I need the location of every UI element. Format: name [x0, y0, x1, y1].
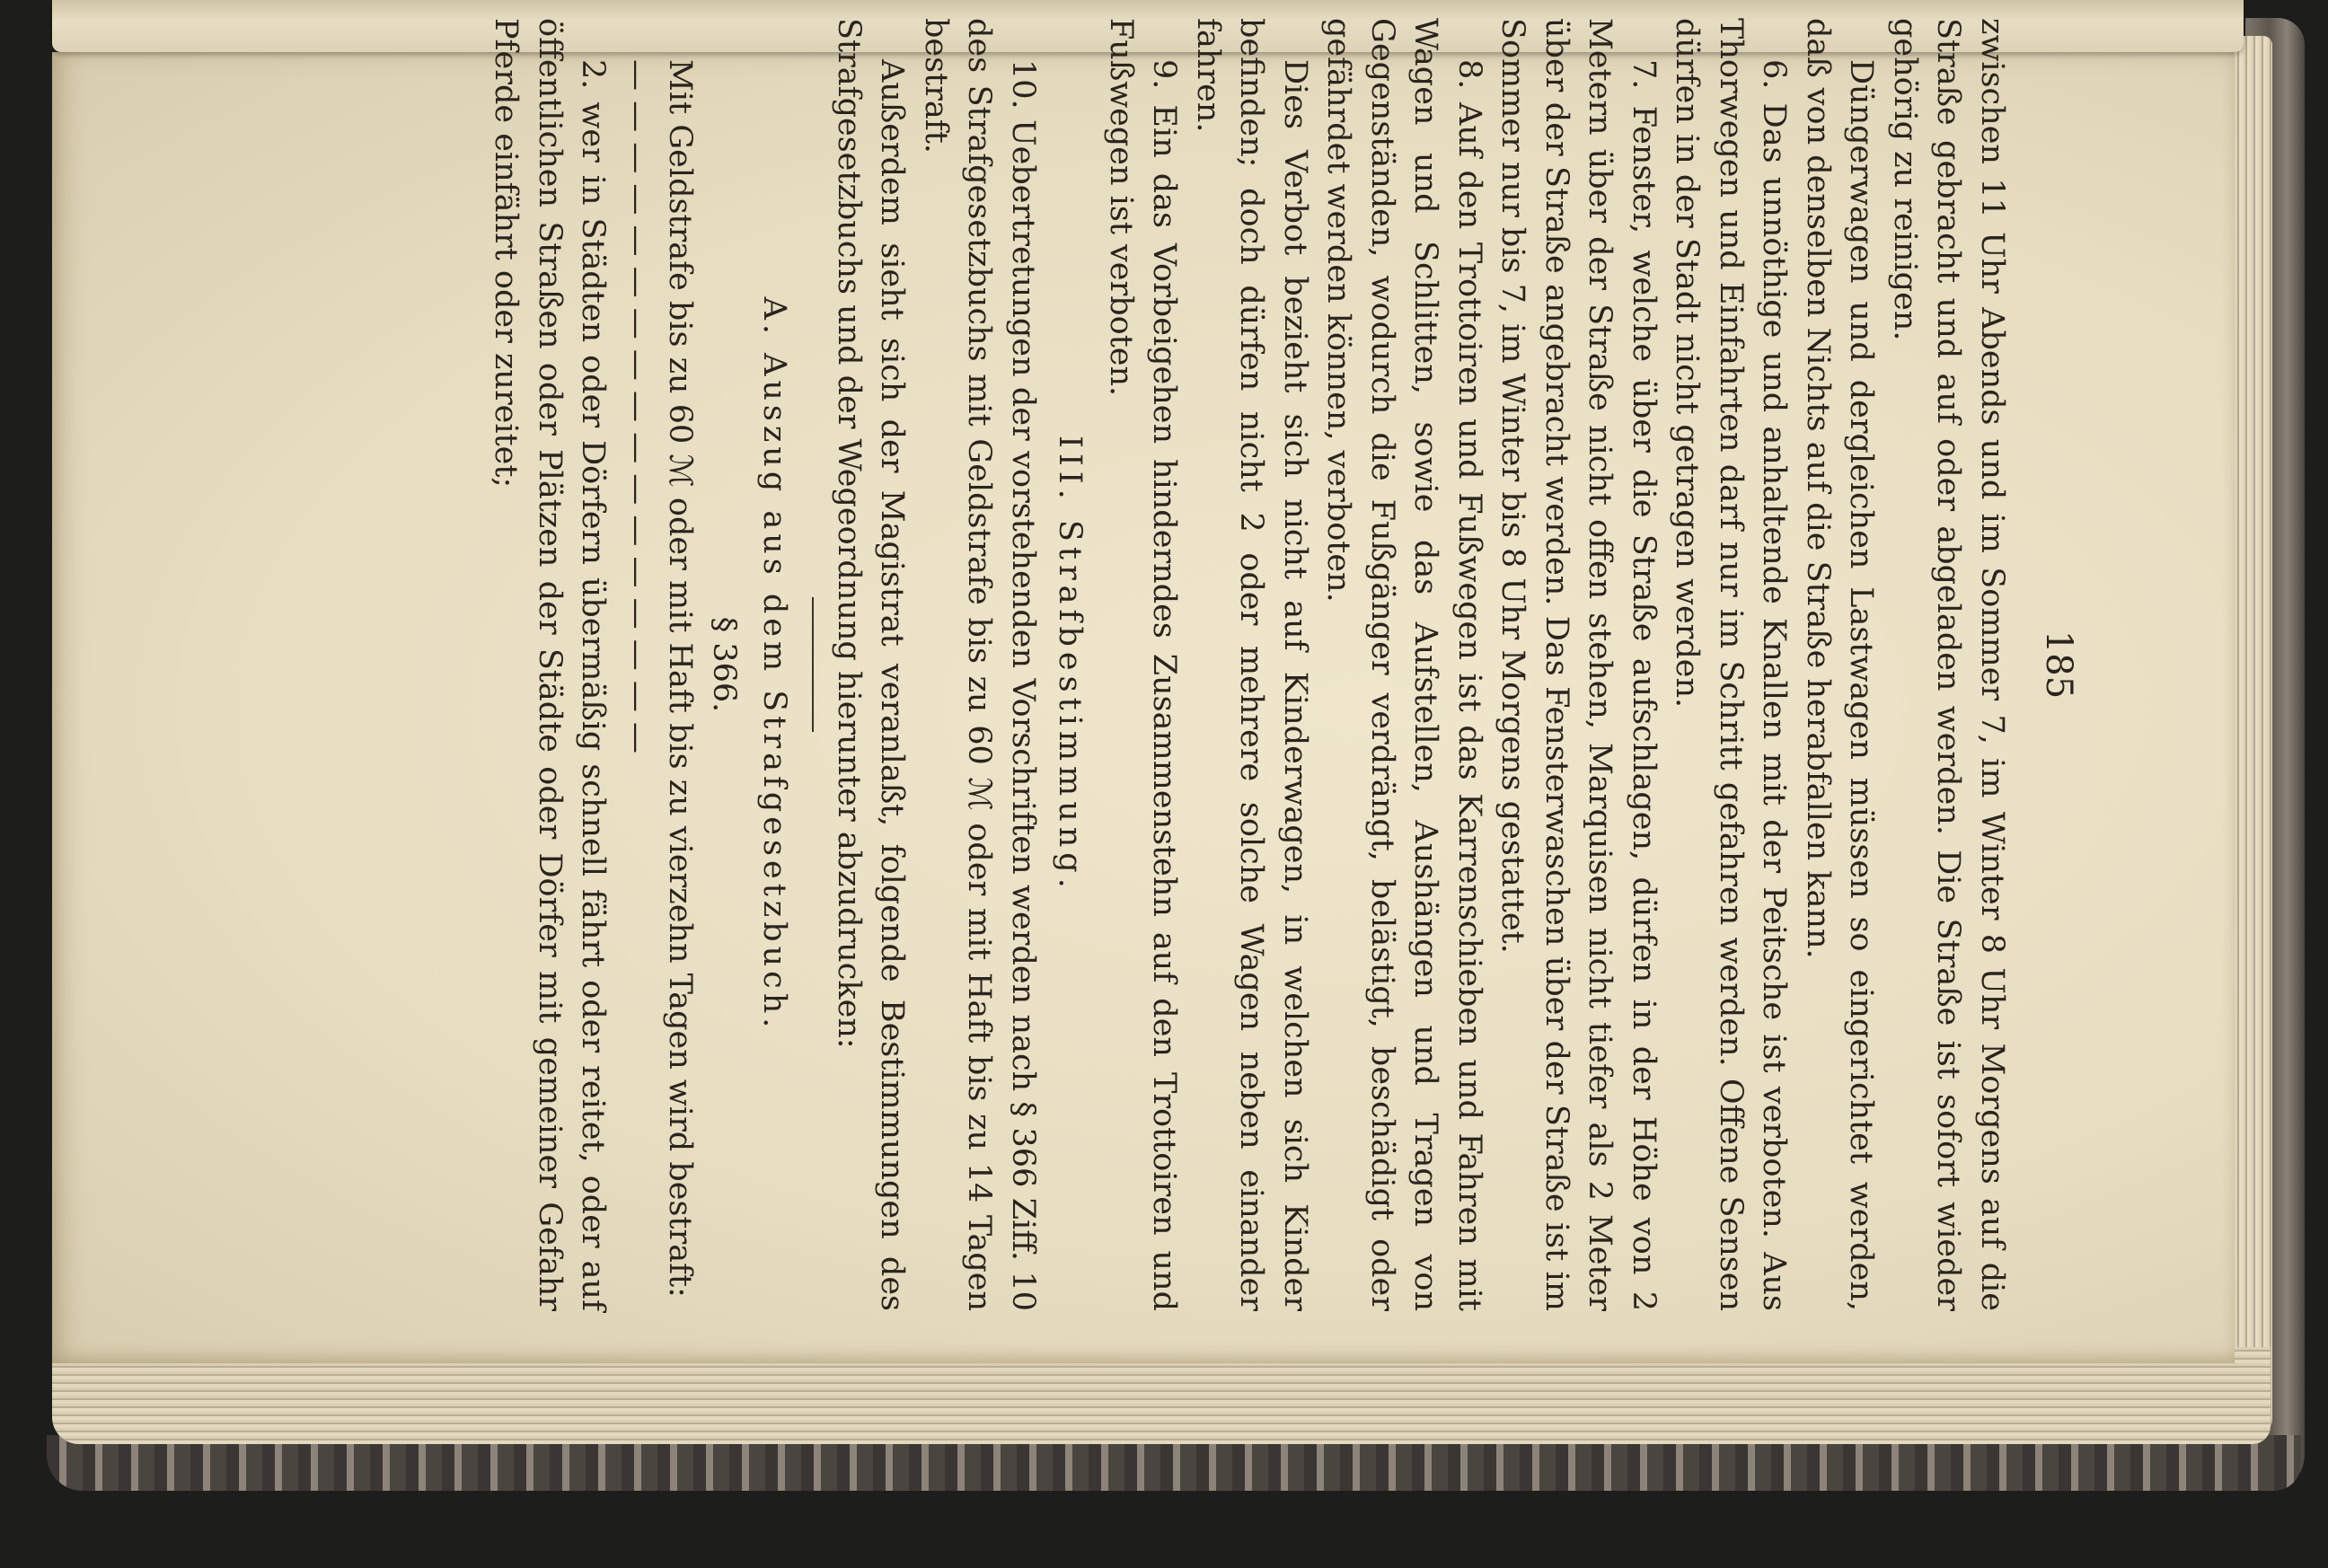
paragraph-intro: Mit Geldstrafe bis zu 60 ℳ oder mit Haft bis zu vierzehn Tagen wird bestraft:	[662, 59, 699, 1298]
section-heading-auszug: A. Auszug aus dem Strafgesetzbuch.	[756, 296, 793, 1033]
paragraph-3: 6. Das unnöthige und anhaltende Knallen mit der Peitsche ist verboten. Aus Thorwegen und Einfahrten darf nur im Schritt gefahren werden. Offene Sensen dürfen in der Stadt nicht getragen werden.	[1669, 18, 1793, 1311]
paragraph-ausserdem: Außerdem sieht sich der Magistrat veranlaßt, folgende Bestimmungen des Strafgesetzbuchs und der Wegeordnung hierunter abzudrucken:	[831, 18, 911, 1311]
paragraph-1: zwischen 11 Uhr Abends und im Sommer 7, im Winter 8 Uhr Morgens auf die Straße gebracht und auf oder abgeladen werden. Die Straße ist sofort wieder gehörig zu reinigen.	[1887, 18, 2010, 1311]
paragraph-7: 9. Ein das Vorbeigehen hinderndes Zusammenstehn auf den Trottoiren und Fußwegen ist verboten.	[1103, 18, 1183, 1311]
paragraph-symbol: § 366.	[706, 616, 742, 713]
paragraph-5: 8. Auf den Trottoiren und Fußwegen ist das Karrenschieben und Fahren mit Wagen und Schlitten, sowie das Aufstellen, Aushängen und Tragen von Gegenständen, wodurch die Fußgänger verdrängt, belästigt, beschädigt oder gefährdet werden können, verboten.	[1320, 18, 1487, 1311]
section-divider	[813, 597, 815, 732]
omission-dashes: — — — — — — — — — — — — — — — — —	[619, 59, 655, 754]
paragraph-10: 10. Uebertretungen der vorstehenden Vorschriften werden nach § 366 Ziff. 10 des Strafgesetzbuchs mit Geldstrafe bis zu 60 ℳ oder mit Haft bis zu 14 Tagen bestraft.	[918, 18, 1041, 1311]
paragraph-6: Dies Verbot bezieht sich nicht auf Kinderwagen, in welchen sich Kinder befinden; doch dürfen nicht 2 oder mehrere solche Wagen neben einander fahren.	[1190, 18, 1313, 1311]
paragraph-4: 7. Fenster, welche über die Straße aufschlagen, dürfen in der Höhe von 2 Metern über der Straße nicht offen stehen, Marquisen nicht tiefer als 2 Meter über der Straße angebracht werden. Das Fensterwaschen über der Straße ist im Sommer nur bis 7, im Winter bis 8 Uhr Morgens gestattet.	[1495, 18, 1662, 1311]
paragraph-item-2: 2. wer in Städten oder Dörfern übermäßig schnell fährt oder reitet, oder auf öffentlichen Straßen oder Plätzen der Städte oder Dörfer mit gemeiner Gefahr Pferde einfährt oder zureitet;	[488, 18, 612, 1311]
page-number: 185	[2038, 630, 2079, 700]
page-text-block	[0, 18, 2084, 1311]
section-heading-strafbestimmung: III. Strafbestimmung.	[1052, 436, 1089, 894]
paragraph-2: Düngerwagen und dergleichen Lastwagen müssen so eingerichtet werden, daß von denselben Nichts auf die Straße herabfallen kann.	[1800, 18, 1880, 1311]
